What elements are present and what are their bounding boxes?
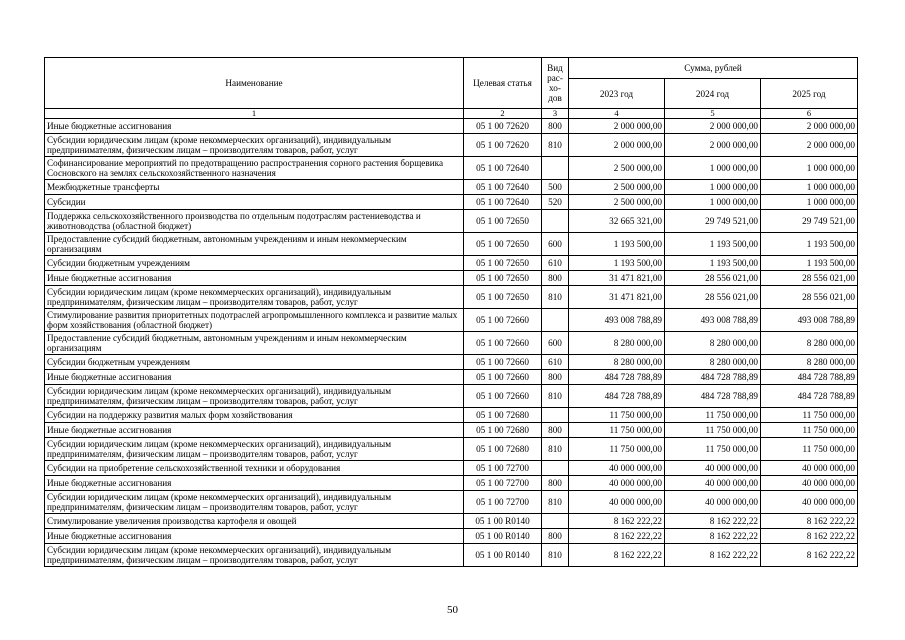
row-sum-2023: 8 162 222,22 bbox=[569, 514, 665, 529]
row-expense-kind bbox=[542, 309, 569, 332]
row-name: Субсидии юридическим лицам (кроме некоммерческих организаций), индивидуальным предпринимателям, физическим лицам – производителям товаров, работ, услуг bbox=[45, 286, 464, 309]
table-row bbox=[45, 309, 858, 332]
row-sum-2025: 40 000 000,00 bbox=[761, 476, 858, 491]
row-target-article: 05 1 00 72660 bbox=[464, 332, 542, 355]
row-sum-2024: 11 750 000,00 bbox=[665, 423, 761, 438]
row-sum-2023: 11 750 000,00 bbox=[569, 408, 665, 423]
row-name: Иные бюджетные ассигнования bbox=[45, 370, 464, 385]
row-sum-2024: 484 728 788,89 bbox=[665, 385, 761, 408]
row-sum-2025: 8 162 222,22 bbox=[761, 544, 858, 567]
table-row bbox=[45, 355, 858, 370]
row-name: Субсидии на приобретение сельскохозяйственной техники и оборудования bbox=[45, 461, 464, 476]
row-name: Субсидии юридическим лицам (кроме некоммерческих организаций), индивидуальным предпринимателям, физическим лицам – производителям товаров, работ, услуг bbox=[45, 438, 464, 461]
row-expense-kind: 800 bbox=[542, 476, 569, 491]
row-sum-2024: 1 193 500,00 bbox=[665, 233, 761, 256]
row-expense-kind: 810 bbox=[542, 286, 569, 309]
row-expense-kind bbox=[542, 461, 569, 476]
row-name: Предоставление субсидий бюджетным, автономным учреждениям и иным некоммерческим организациям bbox=[45, 332, 464, 355]
row-expense-kind: 810 bbox=[542, 544, 569, 567]
row-sum-2023: 8 280 000,00 bbox=[569, 332, 665, 355]
row-sum-2025: 1 193 500,00 bbox=[761, 233, 858, 256]
row-sum-2025: 11 750 000,00 bbox=[761, 438, 858, 461]
table-row bbox=[45, 119, 858, 134]
row-expense-kind: 610 bbox=[542, 355, 569, 370]
row-sum-2024: 1 000 000,00 bbox=[665, 157, 761, 180]
row-sum-2024: 40 000 000,00 bbox=[665, 461, 761, 476]
row-target-article: 05 1 00 72620 bbox=[464, 134, 542, 157]
row-sum-2023: 8 162 222,22 bbox=[569, 544, 665, 567]
table-row bbox=[45, 195, 858, 210]
row-sum-2024: 28 556 021,00 bbox=[665, 286, 761, 309]
table-row bbox=[45, 514, 858, 529]
column-number-row bbox=[45, 109, 858, 119]
row-name: Субсидии bbox=[45, 195, 464, 210]
table-row bbox=[45, 385, 858, 408]
table-row bbox=[45, 134, 858, 157]
row-target-article: 05 1 00 72640 bbox=[464, 195, 542, 210]
row-sum-2024: 484 728 788,89 bbox=[665, 370, 761, 385]
row-sum-2023: 40 000 000,00 bbox=[569, 476, 665, 491]
row-sum-2023: 484 728 788,89 bbox=[569, 385, 665, 408]
column-number: 4 bbox=[569, 109, 665, 119]
row-expense-kind: 800 bbox=[542, 529, 569, 544]
row-target-article: 05 1 00 72680 bbox=[464, 438, 542, 461]
row-name: Иные бюджетные ассигнования bbox=[45, 529, 464, 544]
row-sum-2024: 28 556 021,00 bbox=[665, 271, 761, 286]
row-sum-2024: 11 750 000,00 bbox=[665, 438, 761, 461]
row-name: Иные бюджетные ассигнования bbox=[45, 271, 464, 286]
row-target-article: 05 1 00 R0140 bbox=[464, 514, 542, 529]
row-sum-2024: 8 280 000,00 bbox=[665, 332, 761, 355]
row-target-article: 05 1 00 72620 bbox=[464, 119, 542, 134]
row-sum-2023: 2 000 000,00 bbox=[569, 134, 665, 157]
row-target-article: 05 1 00 72660 bbox=[464, 385, 542, 408]
table-row bbox=[45, 476, 858, 491]
row-expense-kind bbox=[542, 514, 569, 529]
table-row bbox=[45, 256, 858, 271]
row-sum-2025: 493 008 788,89 bbox=[761, 309, 858, 332]
row-sum-2025: 8 162 222,22 bbox=[761, 514, 858, 529]
row-target-article: 05 1 00 72700 bbox=[464, 491, 542, 514]
row-name: Субсидии бюджетным учреждениям bbox=[45, 355, 464, 370]
row-name: Иные бюджетные ассигнования bbox=[45, 476, 464, 491]
header-name: Наименование bbox=[45, 58, 464, 109]
header-expense-kind: Вид рас-хо-дов bbox=[542, 58, 569, 109]
row-sum-2025: 28 556 021,00 bbox=[761, 286, 858, 309]
row-target-article: 05 1 00 72640 bbox=[464, 157, 542, 180]
row-sum-2023: 2 500 000,00 bbox=[569, 157, 665, 180]
row-sum-2024: 2 000 000,00 bbox=[665, 119, 761, 134]
row-expense-kind: 800 bbox=[542, 370, 569, 385]
row-sum-2023: 31 471 821,00 bbox=[569, 286, 665, 309]
table-row bbox=[45, 157, 858, 180]
row-name: Субсидии бюджетным учреждениям bbox=[45, 256, 464, 271]
row-sum-2025: 1 000 000,00 bbox=[761, 157, 858, 180]
row-sum-2024: 11 750 000,00 bbox=[665, 408, 761, 423]
row-expense-kind: 810 bbox=[542, 438, 569, 461]
row-name: Стимулирование развития приоритетных подотраслей агропромышленного комплекса и развитие малых форм хозяйствования (областной бюджет) bbox=[45, 309, 464, 332]
row-sum-2024: 1 193 500,00 bbox=[665, 256, 761, 271]
row-sum-2024: 1 000 000,00 bbox=[665, 195, 761, 210]
page-number: 50 bbox=[447, 604, 458, 616]
table-row bbox=[45, 438, 858, 461]
row-sum-2024: 2 000 000,00 bbox=[665, 134, 761, 157]
row-target-article: 05 1 00 72680 bbox=[464, 423, 542, 438]
table-body bbox=[45, 119, 858, 567]
column-number: 6 bbox=[761, 109, 858, 119]
table-row bbox=[45, 210, 858, 233]
row-target-article: 05 1 00 R0140 bbox=[464, 529, 542, 544]
row-expense-kind: 800 bbox=[542, 423, 569, 438]
row-sum-2023: 40 000 000,00 bbox=[569, 461, 665, 476]
row-target-article: 05 1 00 R0140 bbox=[464, 544, 542, 567]
row-target-article: 05 1 00 72700 bbox=[464, 476, 542, 491]
row-sum-2023: 40 000 000,00 bbox=[569, 491, 665, 514]
row-sum-2025: 40 000 000,00 bbox=[761, 491, 858, 514]
row-name: Стимулирование увеличения производства картофеля и овощей bbox=[45, 514, 464, 529]
row-sum-2024: 8 162 222,22 bbox=[665, 529, 761, 544]
row-expense-kind: 810 bbox=[542, 134, 569, 157]
row-sum-2025: 29 749 521,00 bbox=[761, 210, 858, 233]
row-sum-2024: 1 000 000,00 bbox=[665, 180, 761, 195]
header-sum: Сумма, рублей bbox=[569, 58, 858, 79]
row-sum-2025: 2 000 000,00 bbox=[761, 134, 858, 157]
row-target-article: 05 1 00 72650 bbox=[464, 256, 542, 271]
row-sum-2024: 493 008 788,89 bbox=[665, 309, 761, 332]
row-name: Предоставление субсидий бюджетным, автономным учреждениям и иным некоммерческим организациям bbox=[45, 233, 464, 256]
row-sum-2025: 484 728 788,89 bbox=[761, 385, 858, 408]
table-row bbox=[45, 544, 858, 567]
row-name: Поддержка сельскохозяйственного производства по отдельным подотраслям растениеводства и животноводства (областной бюджет) bbox=[45, 210, 464, 233]
row-name: Субсидии юридическим лицам (кроме некоммерческих организаций), индивидуальным предпринимателям, физическим лицам – производителям товаров, работ, услуг bbox=[45, 544, 464, 567]
row-expense-kind: 520 bbox=[542, 195, 569, 210]
row-sum-2023: 32 665 321,00 bbox=[569, 210, 665, 233]
row-sum-2025: 1 193 500,00 bbox=[761, 256, 858, 271]
row-sum-2025: 484 728 788,89 bbox=[761, 370, 858, 385]
row-target-article: 05 1 00 72660 bbox=[464, 355, 542, 370]
row-sum-2024: 29 749 521,00 bbox=[665, 210, 761, 233]
row-target-article: 05 1 00 72660 bbox=[464, 309, 542, 332]
row-sum-2023: 484 728 788,89 bbox=[569, 370, 665, 385]
row-sum-2024: 8 162 222,22 bbox=[665, 544, 761, 567]
row-sum-2023: 8 280 000,00 bbox=[569, 355, 665, 370]
row-expense-kind: 800 bbox=[542, 271, 569, 286]
row-expense-kind bbox=[542, 157, 569, 180]
table-row bbox=[45, 271, 858, 286]
table-row bbox=[45, 461, 858, 476]
row-sum-2025: 1 000 000,00 bbox=[761, 180, 858, 195]
table-row bbox=[45, 491, 858, 514]
row-expense-kind bbox=[542, 210, 569, 233]
row-sum-2024: 40 000 000,00 bbox=[665, 476, 761, 491]
row-sum-2025: 28 556 021,00 bbox=[761, 271, 858, 286]
header-target-article: Целевая статья bbox=[464, 58, 542, 109]
row-expense-kind bbox=[542, 408, 569, 423]
row-target-article: 05 1 00 72680 bbox=[464, 408, 542, 423]
row-expense-kind: 810 bbox=[542, 491, 569, 514]
row-sum-2023: 2 500 000,00 bbox=[569, 195, 665, 210]
row-sum-2023: 1 193 500,00 bbox=[569, 233, 665, 256]
header-year-2025: 2025 год bbox=[761, 79, 858, 109]
row-sum-2025: 8 280 000,00 bbox=[761, 355, 858, 370]
table-row bbox=[45, 180, 858, 195]
row-sum-2024: 8 162 222,22 bbox=[665, 514, 761, 529]
row-name: Иные бюджетные ассигнования bbox=[45, 119, 464, 134]
row-sum-2025: 40 000 000,00 bbox=[761, 461, 858, 476]
column-number: 2 bbox=[464, 109, 542, 119]
table-row bbox=[45, 370, 858, 385]
row-sum-2025: 2 000 000,00 bbox=[761, 119, 858, 134]
row-sum-2023: 2 500 000,00 bbox=[569, 180, 665, 195]
row-name: Субсидии юридическим лицам (кроме некоммерческих организаций), индивидуальным предпринимателям, физическим лицам – производителям товаров, работ, услуг bbox=[45, 491, 464, 514]
row-expense-kind: 600 bbox=[542, 233, 569, 256]
row-name: Софинансирование мероприятий по предотвращению распространения сорного растения борщевика Сосновского на землях сельскохозяйственного назначения bbox=[45, 157, 464, 180]
row-name: Субсидии на поддержку развития малых форм хозяйствования bbox=[45, 408, 464, 423]
row-target-article: 05 1 00 72700 bbox=[464, 461, 542, 476]
row-target-article: 05 1 00 72650 bbox=[464, 210, 542, 233]
row-name: Субсидии юридическим лицам (кроме некоммерческих организаций), индивидуальным предпринимателям, физическим лицам – производителям товаров, работ, услуг bbox=[45, 134, 464, 157]
row-target-article: 05 1 00 72660 bbox=[464, 370, 542, 385]
row-expense-kind: 600 bbox=[542, 332, 569, 355]
row-name: Межбюджетные трансферты bbox=[45, 180, 464, 195]
header-year-2023: 2023 год bbox=[569, 79, 665, 109]
row-target-article: 05 1 00 72640 bbox=[464, 180, 542, 195]
row-sum-2025: 11 750 000,00 bbox=[761, 423, 858, 438]
row-sum-2025: 11 750 000,00 bbox=[761, 408, 858, 423]
row-sum-2023: 11 750 000,00 bbox=[569, 438, 665, 461]
column-number: 5 bbox=[665, 109, 761, 119]
table-row bbox=[45, 423, 858, 438]
column-number: 3 bbox=[542, 109, 569, 119]
row-expense-kind: 810 bbox=[542, 385, 569, 408]
row-sum-2025: 8 162 222,22 bbox=[761, 529, 858, 544]
row-name: Субсидии юридическим лицам (кроме некоммерческих организаций), индивидуальным предпринимателям, физическим лицам – производителям товаров, работ, услуг bbox=[45, 385, 464, 408]
table-row bbox=[45, 233, 858, 256]
row-sum-2024: 8 280 000,00 bbox=[665, 355, 761, 370]
table-row bbox=[45, 529, 858, 544]
table-row bbox=[45, 286, 858, 309]
table-row bbox=[45, 332, 858, 355]
row-sum-2023: 8 162 222,22 bbox=[569, 529, 665, 544]
row-sum-2023: 1 193 500,00 bbox=[569, 256, 665, 271]
row-expense-kind: 800 bbox=[542, 119, 569, 134]
row-sum-2023: 2 000 000,00 bbox=[569, 119, 665, 134]
row-target-article: 05 1 00 72650 bbox=[464, 286, 542, 309]
row-sum-2023: 31 471 821,00 bbox=[569, 271, 665, 286]
row-target-article: 05 1 00 72650 bbox=[464, 233, 542, 256]
table-header bbox=[45, 58, 858, 119]
row-name: Иные бюджетные ассигнования bbox=[45, 423, 464, 438]
row-sum-2025: 1 000 000,00 bbox=[761, 195, 858, 210]
row-sum-2023: 493 008 788,89 bbox=[569, 309, 665, 332]
budget-table bbox=[44, 57, 858, 567]
row-target-article: 05 1 00 72650 bbox=[464, 271, 542, 286]
column-number: 1 bbox=[45, 109, 464, 119]
row-sum-2023: 11 750 000,00 bbox=[569, 423, 665, 438]
row-sum-2025: 8 280 000,00 bbox=[761, 332, 858, 355]
row-expense-kind: 610 bbox=[542, 256, 569, 271]
table-row bbox=[45, 408, 858, 423]
header-year-2024: 2024 год bbox=[665, 79, 761, 109]
row-sum-2024: 40 000 000,00 bbox=[665, 491, 761, 514]
row-expense-kind: 500 bbox=[542, 180, 569, 195]
